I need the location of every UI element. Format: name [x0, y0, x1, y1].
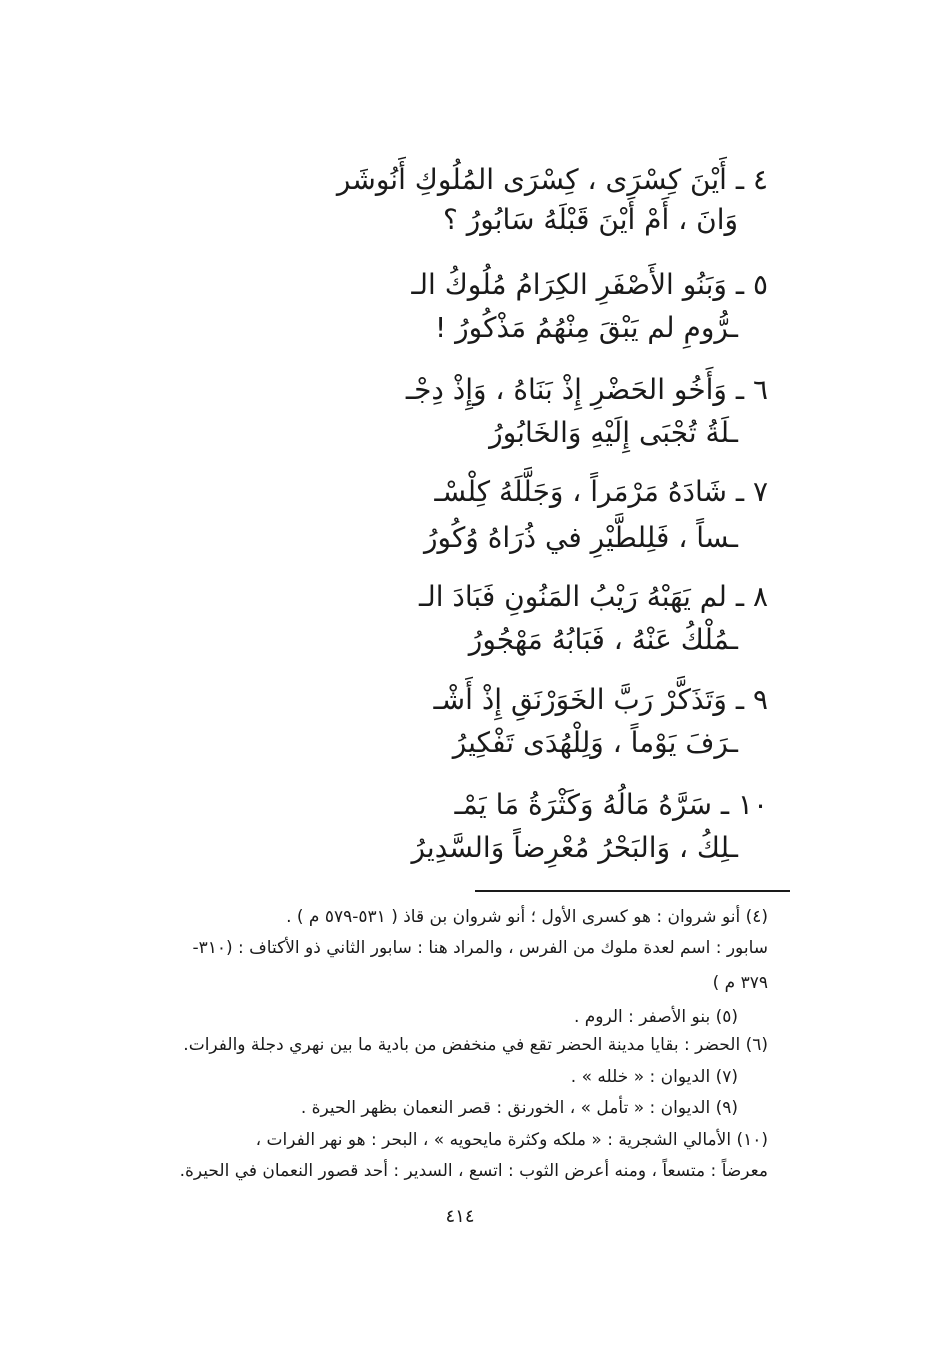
verse-6-first-hemistich: ٦ ـ وَأَخُو الحَضْرِ إِذْ بَنَاهُ ، وَإِذْ دِجْـ	[405, 373, 768, 406]
verse-4-first-hemistich: ٤ ـ أَيْنَ كِسْرَى ، كِسْرَى المُلُوكِ أَنُوشَر	[336, 163, 768, 196]
footnote-divider	[475, 890, 790, 892]
footnote-4-line-3: ٣٧٩ م )	[712, 973, 768, 993]
verse-5-second-hemistich: ـرُّومِ لم يَبْقَ مِنْهُمُ مَذْكُورُ !	[435, 311, 738, 344]
footnote-7: (٧) الديوان : « خلله » .	[570, 1067, 738, 1087]
verse-7-first-hemistich: ٧ ـ شَادَهُ مَرْمَراً ، وَجَلَّلَهُ كِلْسْـ	[434, 475, 768, 508]
verse-9-second-hemistich: ـرَفَ يَوْماً ، وَلِلْهُدَى تَفْكِيرُ	[452, 726, 738, 759]
verse-8-first-hemistich: ٨ ـ لم يَهَبْهُ رَيْبُ المَنُونِ فَبَادَ الـ	[418, 580, 768, 613]
footnote-5: (٥) بنو الأصفر : الروم .	[573, 1007, 738, 1027]
verse-7-second-hemistich: ـساً ، فَلِلطَّيْرِ في ذُرَاهُ وُكُورُ	[423, 521, 738, 554]
verse-10-second-hemistich: ـلِكُ ، وَالبَحْرُ مُعْرِضاً وَالسَّدِيرُ	[411, 831, 738, 864]
footnote-10-line-1: (١٠) الأمالي الشجرية : « ملكه وكثرة مايحويه » ، البحر : هو نهر الفرات ،	[255, 1130, 768, 1150]
verse-10-first-hemistich: ١٠ ـ سَرَّهُ مَالُهُ وَكَثْرَةُ مَا يَمْـ	[454, 788, 768, 821]
verse-9-first-hemistich: ٩ ـ وَتَذَكَّرْ رَبَّ الخَوَرْنَقِ إِذْ أَشْـ	[433, 683, 768, 716]
footnote-4-line-2: سابور : اسم لعدة ملوك من الفرس ، والمراد هنا : سابور الثاني ذو الأكتاف : (٣١٠-	[192, 938, 768, 958]
verse-8-second-hemistich: ـمُلْكُ عَنْهُ ، فَبَابُهُ مَهْجُورُ	[468, 623, 738, 656]
verse-5-first-hemistich: ٥ ـ وَبَنُو الأَصْفَرِ الكِرَامُ مُلُوكُ الـ	[411, 268, 768, 301]
footnote-10-line-2: معرضاً : متسعاً ، ومنه أعرض الثوب : اتسع ، السدير : أحد قصور النعمان في الحيرة.	[179, 1161, 768, 1181]
verse-4-second-hemistich: وَانَ ، أَمْ أَيْنَ قَبْلَهُ سَابُورُ ؟	[442, 203, 738, 236]
page-number: ٤١٤	[445, 1206, 475, 1227]
footnote-9: (٩) الديوان : « تأمل » ، الخورنق : قصر النعمان بظهر الحيرة .	[300, 1098, 738, 1118]
footnote-6: (٦) الحضر : بقايا مدينة الحضر تقع في منخفض من بادية ما بين نهري دجلة والفرات.	[183, 1035, 768, 1055]
verse-6-second-hemistich: ـلَةُ تُجْبَى إِلَيْهِ وَالخَابُورُ	[489, 416, 738, 449]
footnote-4-line-1: (٤) أنو شروان : هو كسرى الأول ؛ أنو شروان بن قاذ ( ٥٣١-٥٧٩ م ) .	[286, 907, 768, 927]
